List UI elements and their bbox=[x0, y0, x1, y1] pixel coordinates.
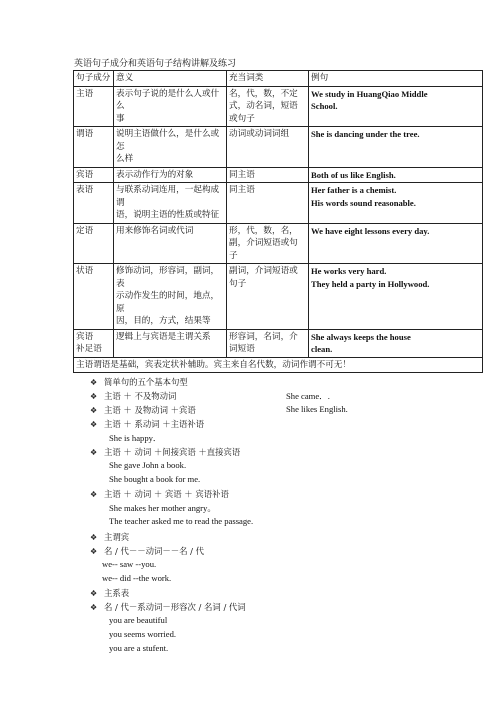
words-cell: 形，代，数，名，副，介词短语或句子 bbox=[227, 223, 309, 264]
list-item bbox=[90, 587, 129, 600]
pattern-example: She is happy． bbox=[109, 433, 162, 443]
header-cell: 充当词类 bbox=[227, 71, 309, 87]
mnemonic-row bbox=[74, 357, 483, 373]
list-item bbox=[90, 545, 204, 558]
pattern-example: The teacher asked me to read the passage. bbox=[109, 516, 254, 526]
header-cell: 例句 bbox=[309, 71, 483, 87]
example-cell: She is dancing under the tree. bbox=[309, 127, 483, 168]
list-item bbox=[90, 404, 470, 417]
table-row bbox=[74, 264, 483, 330]
mnemonic-note: 主语谓语是基础，宾表定状补辅助。宾主来自名代数，动词作谓不可无！ bbox=[74, 357, 483, 373]
list-item bbox=[90, 418, 204, 431]
diamond-bullet-icon: ❖ bbox=[90, 603, 98, 612]
header-cell: 意义 bbox=[114, 71, 227, 87]
list-item bbox=[90, 446, 240, 459]
words-cell: 同主语 bbox=[227, 167, 309, 183]
component-cell: 主语 bbox=[74, 86, 114, 127]
page-title: 英语句子成分和英语句子结构讲解及练习 bbox=[74, 59, 237, 69]
diamond-bullet-icon: ❖ bbox=[90, 533, 98, 542]
table-row bbox=[74, 167, 483, 183]
structure-example: you are beautiful bbox=[109, 615, 168, 625]
example-cell: Both of us like English. bbox=[309, 167, 483, 183]
pattern-example: She came．. bbox=[286, 391, 330, 401]
table-row bbox=[74, 183, 483, 224]
component-cell: 定语 bbox=[74, 223, 114, 264]
meaning-cell: 表示动作行为的对象 bbox=[114, 167, 227, 183]
table-row bbox=[74, 329, 483, 357]
pattern-label: 主语 ＋ 不及物动词 bbox=[104, 391, 177, 401]
meaning-cell: 与联系动词连用，一起构成谓 语，说明主语的性质或特征 bbox=[114, 183, 227, 224]
example-cell: He works very hard. They held a party in Hollywood. bbox=[309, 264, 483, 330]
header-cell: 句子成分 bbox=[74, 71, 114, 87]
meaning-cell: 说明主语做什么，是什么或怎 么样 bbox=[114, 127, 227, 168]
diamond-bullet-icon: ❖ bbox=[90, 406, 98, 415]
list-item bbox=[90, 376, 188, 389]
pattern-label: 主语 ＋ 及物动词 ＋宾语 bbox=[104, 405, 196, 415]
outline-heading: 简单句的五个基本句型 bbox=[104, 377, 188, 387]
meaning-cell: 表示句子说的是什么人或什么 事 bbox=[114, 86, 227, 127]
pattern-example: She likes English. bbox=[286, 404, 348, 414]
structure-example: we-- did --the work. bbox=[102, 573, 172, 583]
example-cell: She always keeps the house clean. bbox=[309, 329, 483, 357]
words-cell: 同主语 bbox=[227, 183, 309, 224]
diamond-bullet-icon: ❖ bbox=[90, 547, 98, 556]
words-cell: 形容词，名词，介词短语 bbox=[227, 329, 309, 357]
table-header-row bbox=[74, 71, 483, 87]
table-row bbox=[74, 223, 483, 264]
pattern-label: 主语 ＋ 系动词 ＋主语补语 bbox=[104, 419, 205, 429]
pattern-label: 主语 ＋ 动词 ＋ 宾语 ＋ 宾语补语 bbox=[104, 489, 229, 499]
meaning-cell: 逻辑上与宾语是主谓关系 bbox=[114, 329, 227, 357]
component-cell: 宾语 bbox=[74, 167, 114, 183]
grammar-table bbox=[73, 70, 483, 373]
component-cell: 宾语 补足语 bbox=[74, 329, 114, 357]
example-cell: We have eight lessons every day. bbox=[309, 223, 483, 264]
structure-label: 主系表 bbox=[104, 588, 130, 598]
diamond-bullet-icon: ❖ bbox=[90, 490, 98, 499]
words-cell: 名，代，数，不定式，动名词，短语或句子 bbox=[227, 86, 309, 127]
structure-pattern: 名 / 代－系动词－形容次 / 名词 / 代词 bbox=[104, 602, 246, 612]
pattern-label: 主语 ＋ 动词 ＋间接宾语 ＋直接宾语 bbox=[104, 447, 241, 457]
diamond-bullet-icon: ❖ bbox=[90, 589, 98, 598]
structure-example: you seems worried. bbox=[109, 629, 177, 639]
table-row bbox=[74, 86, 483, 127]
structure-label: 主谓宾 bbox=[104, 532, 130, 542]
pattern-example: She makes her mother angry。 bbox=[109, 503, 216, 513]
words-cell: 副词，介词短语或句子 bbox=[227, 264, 309, 330]
list-item bbox=[90, 390, 470, 403]
component-cell: 表语 bbox=[74, 183, 114, 224]
structure-pattern: 名 / 代－－动词－－名 / 代 bbox=[104, 546, 205, 556]
structure-example: we-- saw --you. bbox=[102, 559, 157, 569]
list-item bbox=[90, 601, 246, 614]
structure-example: you are a stufent. bbox=[109, 643, 169, 653]
diamond-bullet-icon: ❖ bbox=[90, 392, 98, 401]
pattern-example: She gave John a book. bbox=[109, 460, 187, 470]
diamond-bullet-icon: ❖ bbox=[90, 420, 98, 429]
list-item bbox=[90, 488, 229, 501]
example-cell: We study in HuangQiao Middle School. bbox=[309, 86, 483, 127]
diamond-bullet-icon: ❖ bbox=[90, 448, 98, 457]
list-item bbox=[90, 531, 129, 544]
meaning-cell: 用来修饰名词或代词 bbox=[114, 223, 227, 264]
component-cell: 状语 bbox=[74, 264, 114, 330]
words-cell: 动词或动词词组 bbox=[227, 127, 309, 168]
example-cell: Her father is a chemist. His words sound reasonable. bbox=[309, 183, 483, 224]
diamond-bullet-icon: ❖ bbox=[90, 378, 98, 387]
meaning-cell: 修饰动词，形容词，副词，表 示动作发生的时间，地点，原 因，目的，方式，结果等 bbox=[114, 264, 227, 330]
table-row bbox=[74, 127, 483, 168]
pattern-example: She bought a book for me. bbox=[109, 474, 201, 484]
component-cell: 谓语 bbox=[74, 127, 114, 168]
